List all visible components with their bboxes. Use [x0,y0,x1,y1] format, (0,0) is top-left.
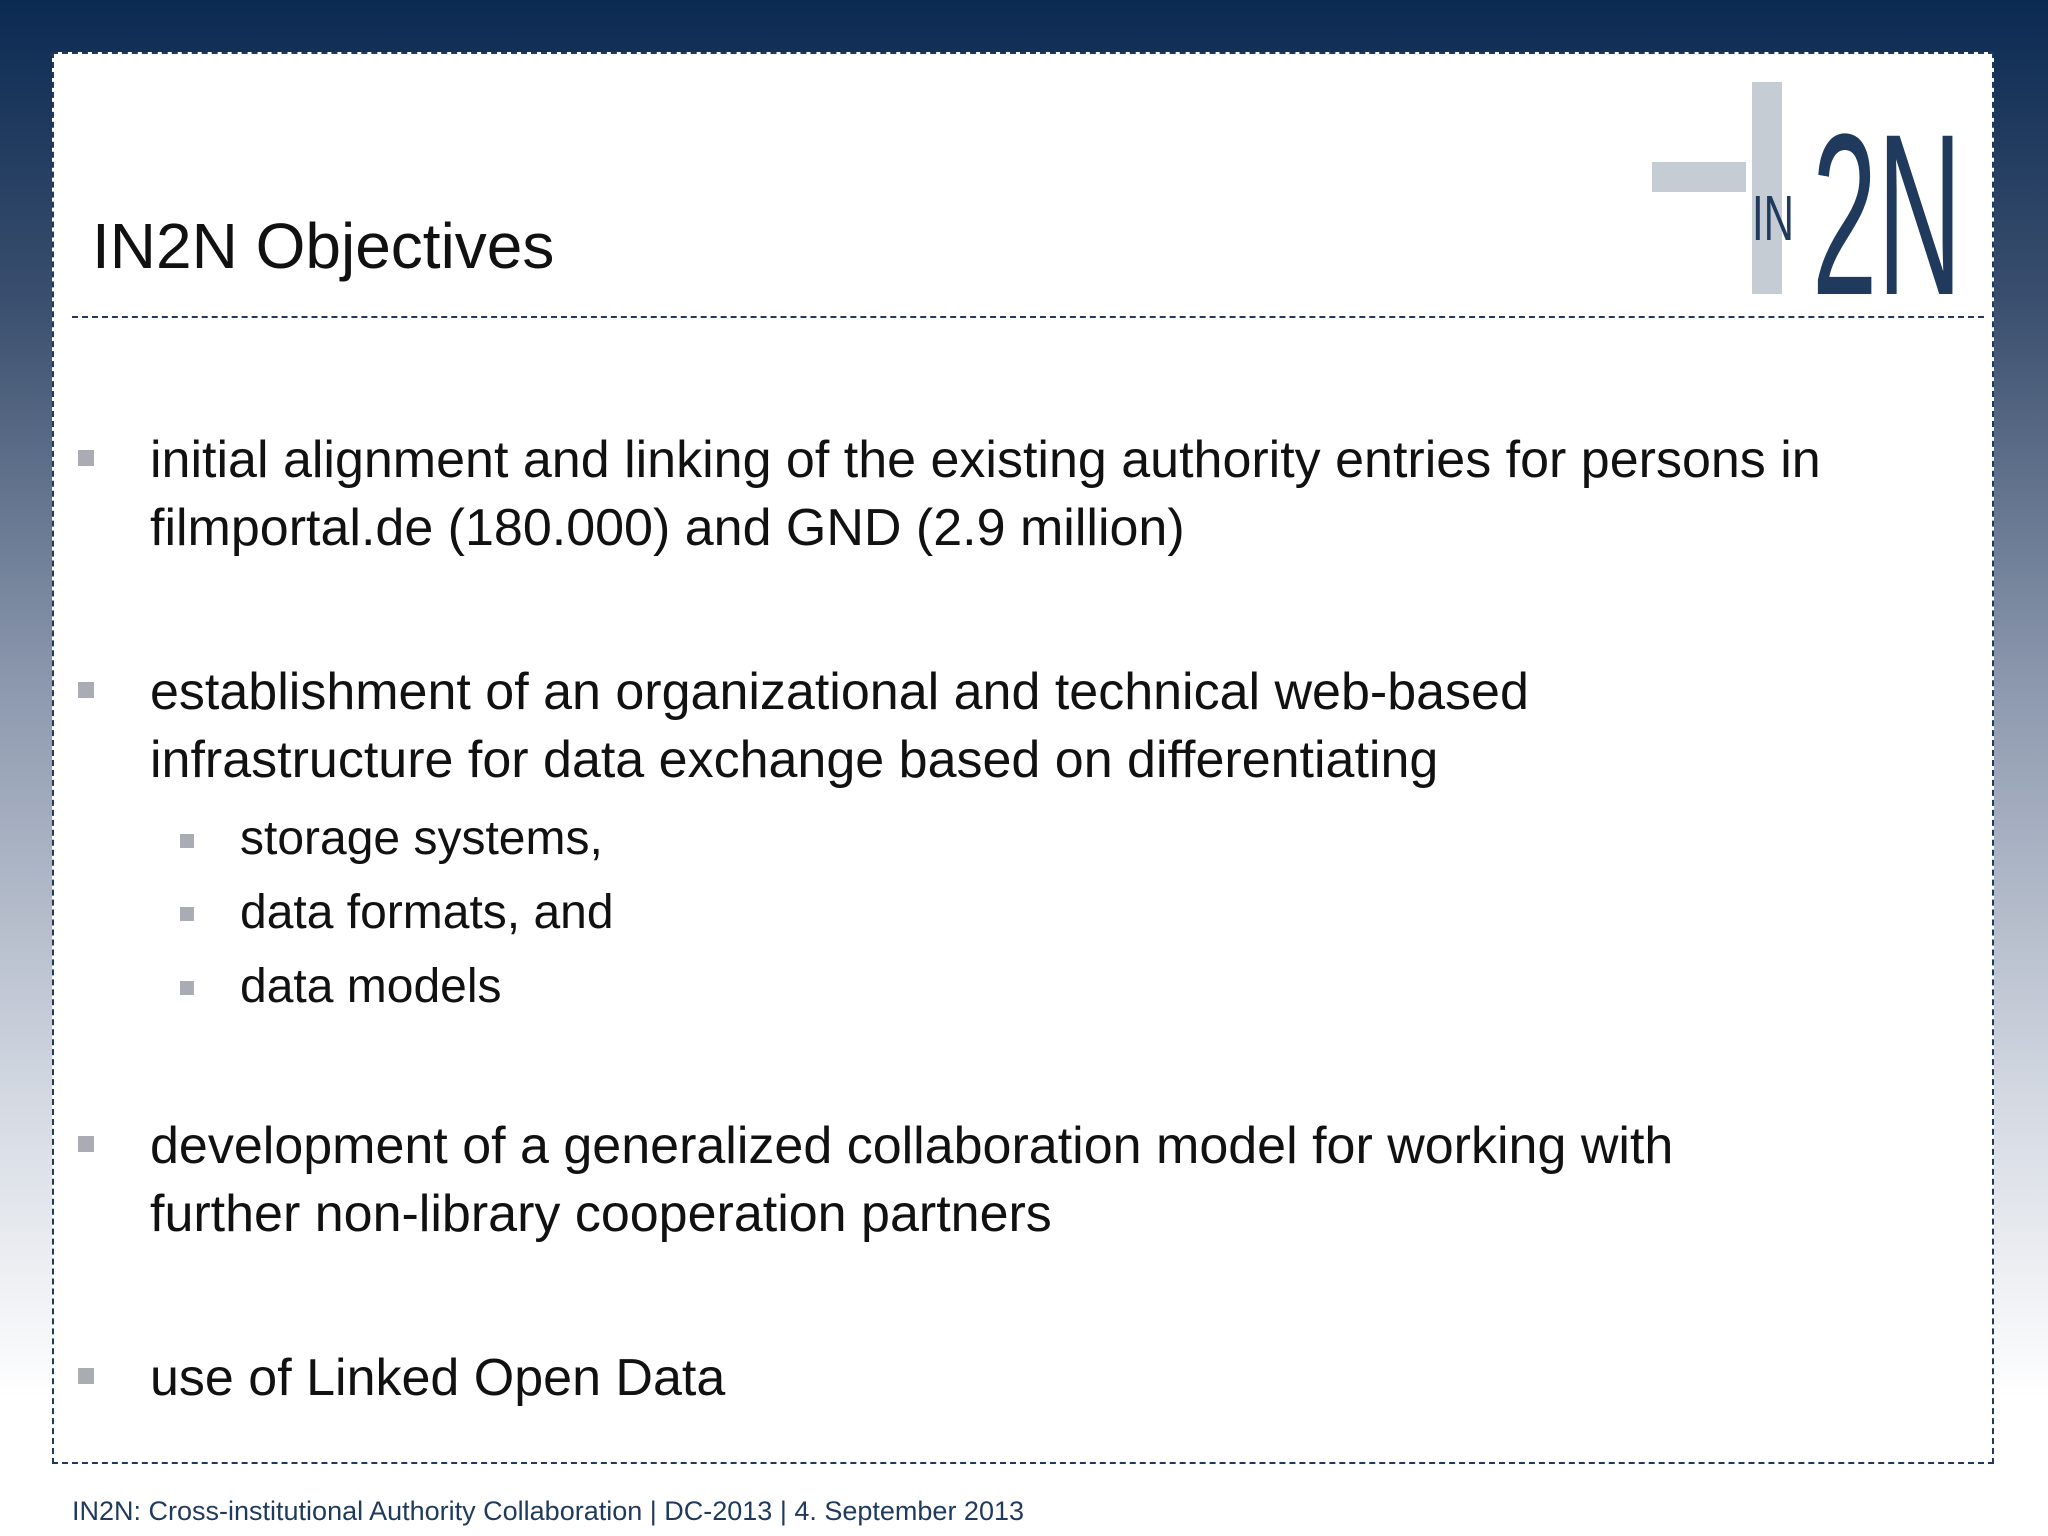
bullet-line: filmportal.de (180.000) and GND (2.9 million) [150,499,1185,557]
bullet-line: initial alignment and linking of the existing authority entries for persons in [150,431,1821,489]
bullet-list [54,54,1992,1462]
sub-bullet-marker [180,981,194,995]
bullet-item [150,658,1990,794]
bullet-line: further non-library cooperation partners [150,1185,1052,1243]
bullet-line: development of a generalized collaboration model for working with [150,1117,1674,1175]
sub-bullet-item: data models [240,960,502,1013]
sub-bullet-marker [180,834,194,848]
bullet-item [150,1344,1990,1412]
slide [52,52,1994,1464]
bullet-marker [78,682,94,698]
sub-bullet-marker [180,907,194,921]
logo-text-in: IN [1752,182,1794,254]
bullet-line: use of Linked Open Data [150,1349,726,1407]
bullet-line: infrastructure for data exchange based on differentiating [150,731,1439,789]
sub-bullet-item: data formats, and [240,886,614,939]
slide-title: IN2N Objectives [92,210,555,282]
logo-text-2n: 2N [1812,86,1962,312]
bullet-item [150,1112,1990,1248]
bullet-item [150,426,1990,562]
bullet-line: establishment of an organizational and technical web-based [150,663,1529,721]
slide-footer: IN2N: Cross-institutional Authority Collaboration | DC-2013 | 4. September 2013 [72,1496,1025,1526]
bullet-marker [78,450,94,466]
sub-bullet-item: storage systems, [240,812,603,865]
bullet-marker [78,1368,94,1384]
bullet-marker [78,1136,94,1152]
